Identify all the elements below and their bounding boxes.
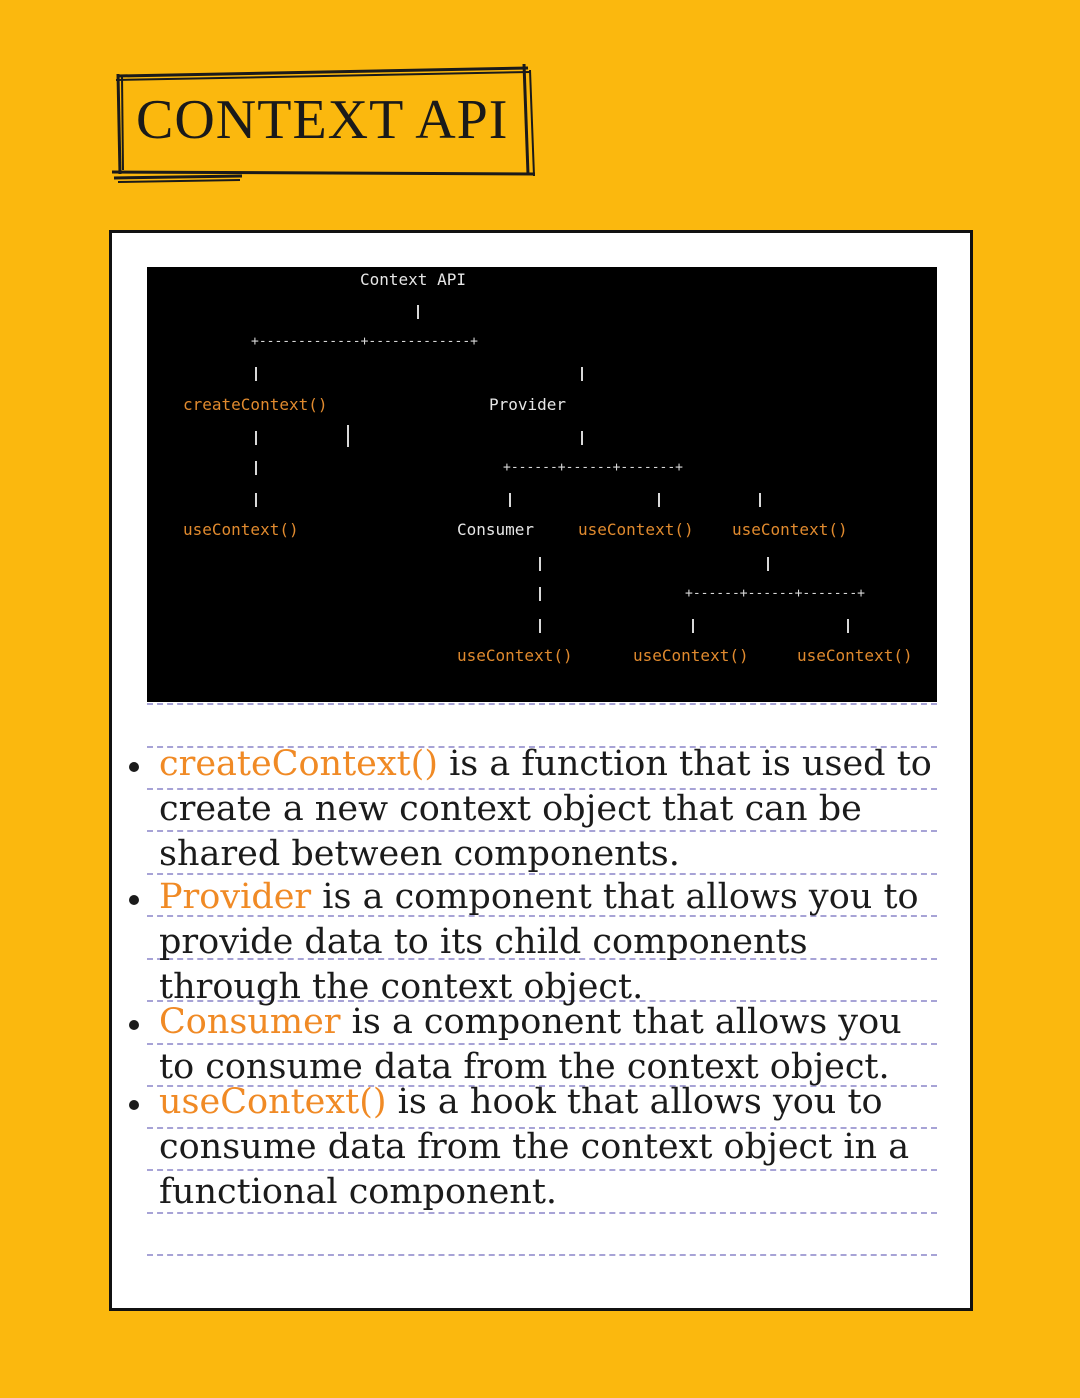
connector <box>539 587 541 601</box>
keyword: Provider <box>159 877 312 917</box>
title-frame <box>110 62 540 182</box>
keyword: createContext() <box>159 744 438 784</box>
connector <box>581 431 583 445</box>
diagram-mid-use-context: useContext() <box>578 520 694 539</box>
diagram-root-label: Context API <box>360 270 466 289</box>
rule-line <box>147 703 937 705</box>
diagram-create-context: createContext() <box>183 395 328 414</box>
connector <box>658 493 660 507</box>
connector <box>255 367 257 381</box>
diagram-bottom-use-context-2: useContext() <box>633 646 749 665</box>
rule-line <box>147 1254 937 1256</box>
page-title: CONTEXT API <box>136 89 509 151</box>
connector: +-------------+-------------+ <box>251 334 478 349</box>
connector <box>417 305 419 319</box>
connector <box>692 619 694 633</box>
diagram-bottom-use-context-1: useContext() <box>457 646 573 665</box>
connector <box>255 431 257 445</box>
bullet-icon <box>129 895 139 905</box>
diagram-right-use-context: useContext() <box>732 520 848 539</box>
connector <box>767 557 769 571</box>
definitions-list <box>112 742 970 1215</box>
definition-text: is a function that is used to create a new context object that can be shared between components. <box>159 744 932 874</box>
bullet-icon <box>129 762 139 772</box>
context-diagram <box>147 267 937 702</box>
connector <box>539 619 541 633</box>
connector: +------+------+-------+ <box>685 586 866 601</box>
bullet-icon <box>129 1100 139 1110</box>
text-cursor-icon <box>347 425 349 447</box>
keyword: Consumer <box>159 1002 341 1042</box>
connector <box>539 557 541 571</box>
list-item <box>112 1000 939 1090</box>
bullet-icon <box>129 1020 139 1030</box>
connector <box>509 493 511 507</box>
connector <box>847 619 849 633</box>
keyword: useContext() <box>159 1082 387 1122</box>
definition-text: is a hook that allows you to consume data from the context object in a functional component. <box>159 1082 910 1212</box>
connector: +------+------+-------+ <box>503 460 684 475</box>
diagram-provider: Provider <box>489 395 567 414</box>
connector <box>759 493 761 507</box>
content-card <box>109 230 973 1311</box>
definition-text: is a component that allows you to consume data from the context object. <box>159 1002 902 1087</box>
connector <box>581 367 583 381</box>
connector <box>255 493 257 507</box>
diagram-bottom-use-context-3: useContext() <box>797 646 913 665</box>
diagram-consumer: Consumer <box>457 520 535 539</box>
list-item <box>112 1080 939 1215</box>
connector <box>255 461 257 475</box>
list-item <box>112 742 939 877</box>
definition-text: is a component that allows you to provide data to its child components through the context object. <box>159 877 919 1007</box>
list-item <box>112 875 939 1010</box>
diagram-left-use-context: useContext() <box>183 520 299 539</box>
